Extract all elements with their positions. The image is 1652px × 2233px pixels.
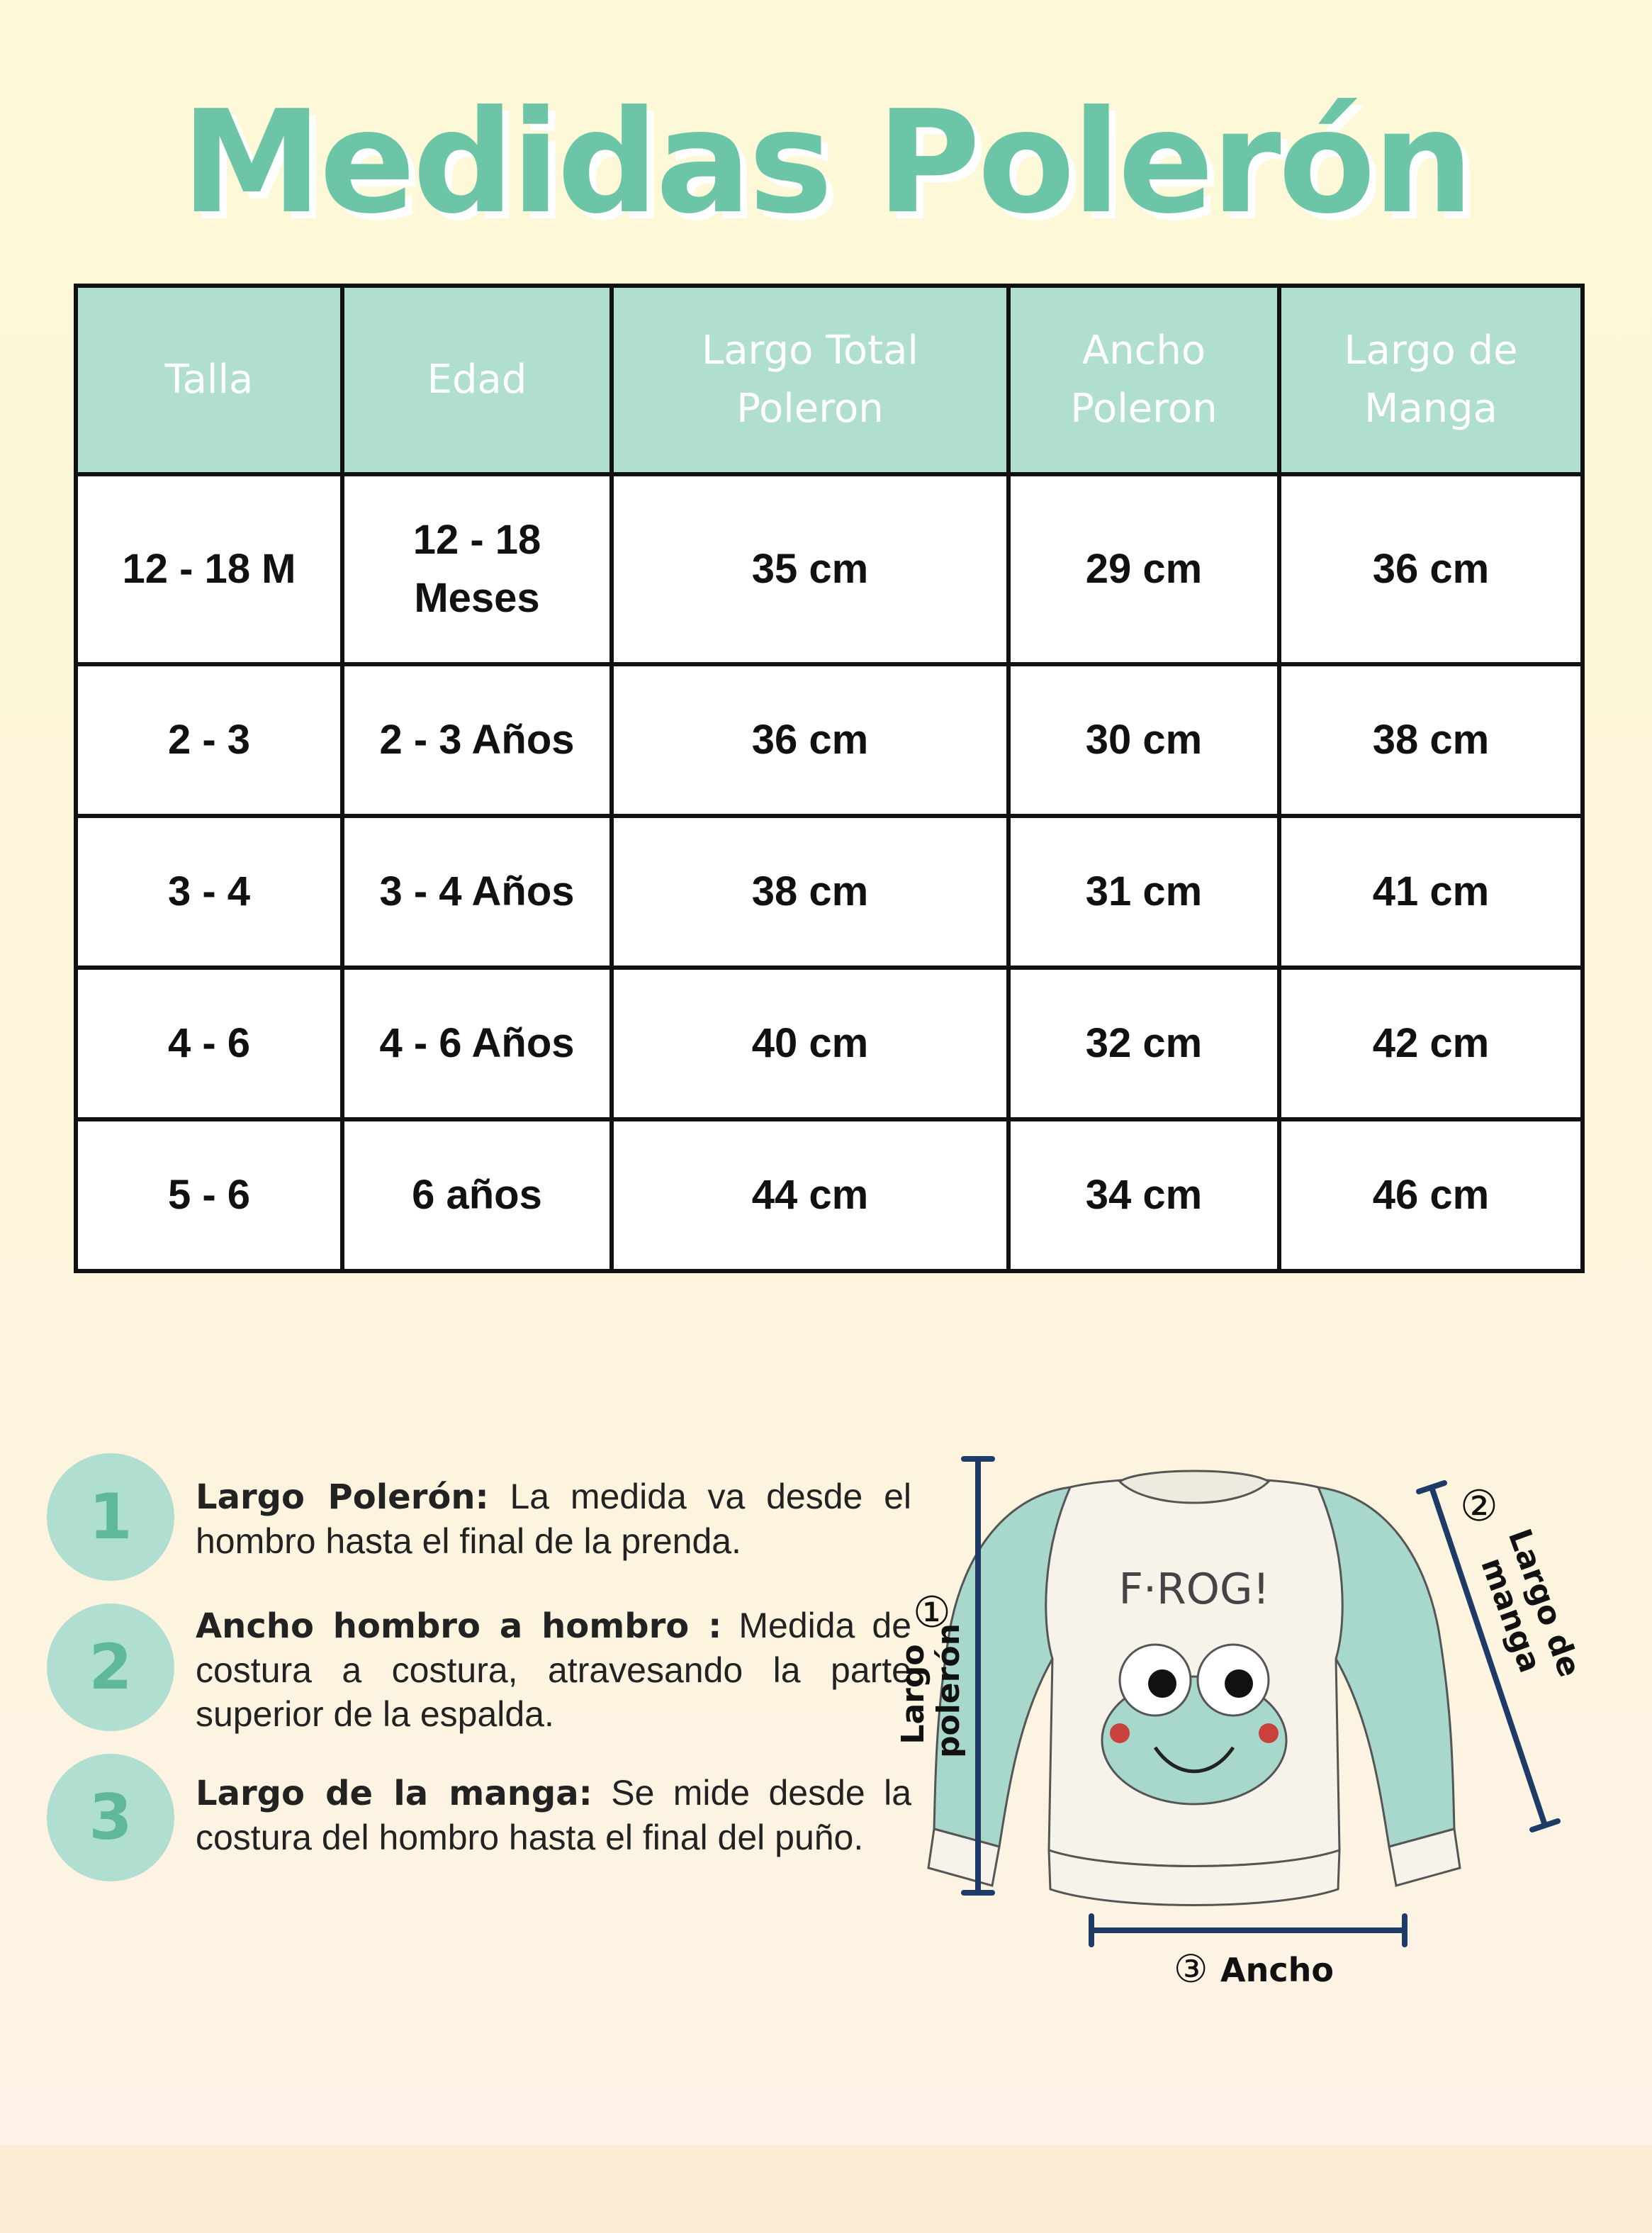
table-row [76, 664, 1583, 816]
cell-talla: 4 - 6 [76, 968, 342, 1119]
table-row [76, 474, 1583, 664]
header-largo-manga: Largo de Manga [1279, 286, 1583, 474]
frog-cheek-left [1110, 1723, 1130, 1743]
cell-talla: 2 - 3 [76, 664, 342, 816]
label-largo-poleron: Largo polerón [895, 1623, 967, 1758]
cell-talla: 3 - 4 [76, 816, 342, 968]
cell-ancho: 30 cm [1008, 664, 1279, 816]
footer-strip [0, 2145, 1652, 2233]
cell-largo-manga: 46 cm [1279, 1119, 1583, 1271]
cell-largo-total: 44 cm [612, 1119, 1008, 1271]
manga-line-cap-top [1419, 1483, 1444, 1492]
table-row [76, 1119, 1583, 1271]
header-ancho: Ancho Poleron [1008, 286, 1279, 474]
cell-largo-total: 35 cm [612, 474, 1008, 664]
table-header-row [76, 286, 1583, 474]
cell-ancho: 34 cm [1008, 1119, 1279, 1271]
legend-term: Ancho hombro a hombro : [196, 1606, 722, 1646]
manga-line-cap-bottom [1532, 1821, 1558, 1830]
legend-item-manga [47, 1754, 911, 1881]
legend-text [196, 1771, 911, 1859]
header-talla: Talla [76, 286, 342, 474]
label-ancho: Ancho [1220, 1951, 1334, 1989]
table-row [76, 968, 1583, 1119]
cell-talla: 5 - 6 [76, 1119, 342, 1271]
cell-edad: 3 - 4 Años [342, 816, 612, 968]
cell-largo-manga: 42 cm [1279, 968, 1583, 1119]
size-table [74, 284, 1585, 1273]
legend-item-largo [47, 1453, 911, 1581]
legend-text [196, 1474, 911, 1563]
frog-cheek-right [1259, 1723, 1279, 1743]
cell-ancho: 29 cm [1008, 474, 1279, 664]
frog-pupil-right [1225, 1669, 1253, 1698]
legend-term: Largo de la manga: [196, 1774, 592, 1813]
cell-largo-total: 38 cm [612, 816, 1008, 968]
legend-item-ancho [47, 1604, 912, 1745]
legend-description: Se mide desde la costura del hombro hasta el final del puño. [196, 1773, 911, 1857]
cell-largo-manga: 36 cm [1279, 474, 1583, 664]
sweatshirt-body [1046, 1478, 1342, 1867]
marker-3: ③ [1174, 1947, 1208, 1991]
cell-edad: 4 - 6 Años [342, 968, 612, 1119]
cell-ancho: 32 cm [1008, 968, 1279, 1119]
measurement-diagram [879, 1446, 1616, 1999]
marker-2: ② [1460, 1482, 1498, 1531]
legend-description: Medida de costura a costura, atravesando la parte superior de la espalda. [196, 1606, 912, 1734]
marker-1: ① [913, 1588, 951, 1638]
cell-talla: 12 - 18 M [76, 474, 342, 664]
label-largo-manga: Largo de manga [1473, 1524, 1588, 1682]
legend-text [196, 1604, 911, 1736]
cell-edad: 2 - 3 Años [342, 664, 612, 816]
legend-term: Largo Polerón: [196, 1477, 489, 1517]
shirt-print-text: F·ROG! [1118, 1565, 1270, 1614]
cell-ancho: 31 cm [1008, 816, 1279, 968]
header-edad: Edad [342, 286, 612, 474]
frog-pupil-left [1148, 1669, 1176, 1698]
step-3-badge: 3 [47, 1754, 174, 1881]
cell-largo-total: 36 cm [612, 664, 1008, 816]
cell-largo-manga: 38 cm [1279, 664, 1583, 816]
cell-edad: 6 años [342, 1119, 612, 1271]
page-title: Medidas Polerón [181, 80, 1471, 245]
cell-edad: 12 - 18 Meses [342, 474, 612, 664]
cell-largo-total: 40 cm [612, 968, 1008, 1119]
cell-largo-manga: 41 cm [1279, 816, 1583, 968]
table-row [76, 816, 1583, 968]
step-2-badge: 2 [47, 1604, 174, 1731]
legend-description: La medida va desde el hombro hasta el final de la prenda. [196, 1477, 911, 1561]
header-largo-total: Largo Total Poleron [612, 286, 1008, 474]
step-1-badge: 1 [47, 1453, 174, 1581]
